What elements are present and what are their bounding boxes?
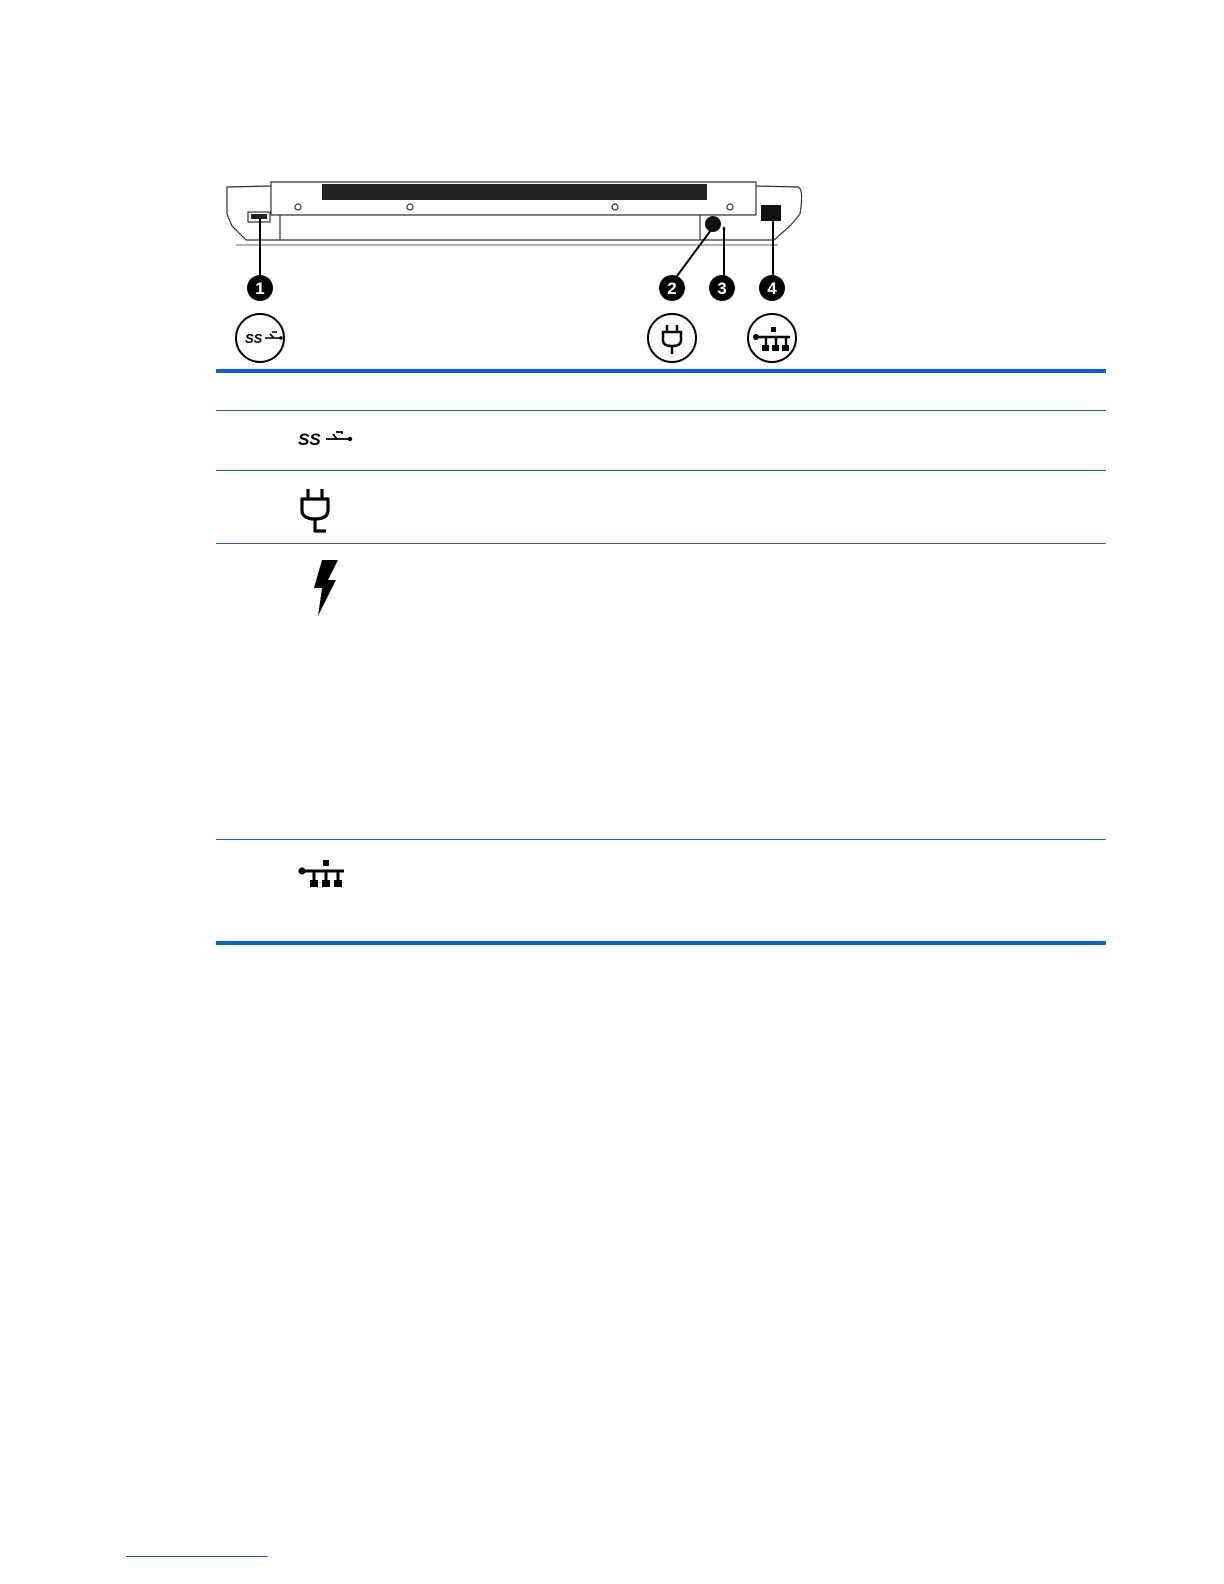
power-plug-icon <box>648 314 696 362</box>
svg-text:SS: SS <box>298 430 321 449</box>
svg-text:1: 1 <box>255 279 265 298</box>
lightning-bolt-icon <box>296 558 356 618</box>
svg-text:4: 4 <box>767 279 777 298</box>
svg-text:2: 2 <box>667 279 677 298</box>
svg-text:3: 3 <box>717 279 727 298</box>
components-table <box>216 369 1106 945</box>
rj45-network-icon <box>296 854 356 904</box>
callout-2 <box>659 275 685 301</box>
table-header-row <box>216 373 1106 410</box>
rear-view-illustration <box>200 170 840 370</box>
footer-rule <box>126 1556 268 1557</box>
table-row <box>216 544 1106 839</box>
callout-1 <box>247 275 273 301</box>
power-plug-icon <box>296 485 356 535</box>
laptop-rear-view <box>227 182 802 245</box>
usb-3-superspeed-icon <box>296 425 356 475</box>
rj45-network-icon <box>748 314 796 362</box>
table-row <box>216 840 1106 941</box>
svg-text:SS: SS <box>245 331 263 346</box>
table-row <box>216 411 1106 470</box>
table-row <box>216 471 1106 543</box>
callout-3 <box>709 275 735 301</box>
callout-4 <box>759 275 785 301</box>
usb-3-superspeed-icon <box>236 314 284 362</box>
table-bottom-rule <box>216 941 1106 945</box>
